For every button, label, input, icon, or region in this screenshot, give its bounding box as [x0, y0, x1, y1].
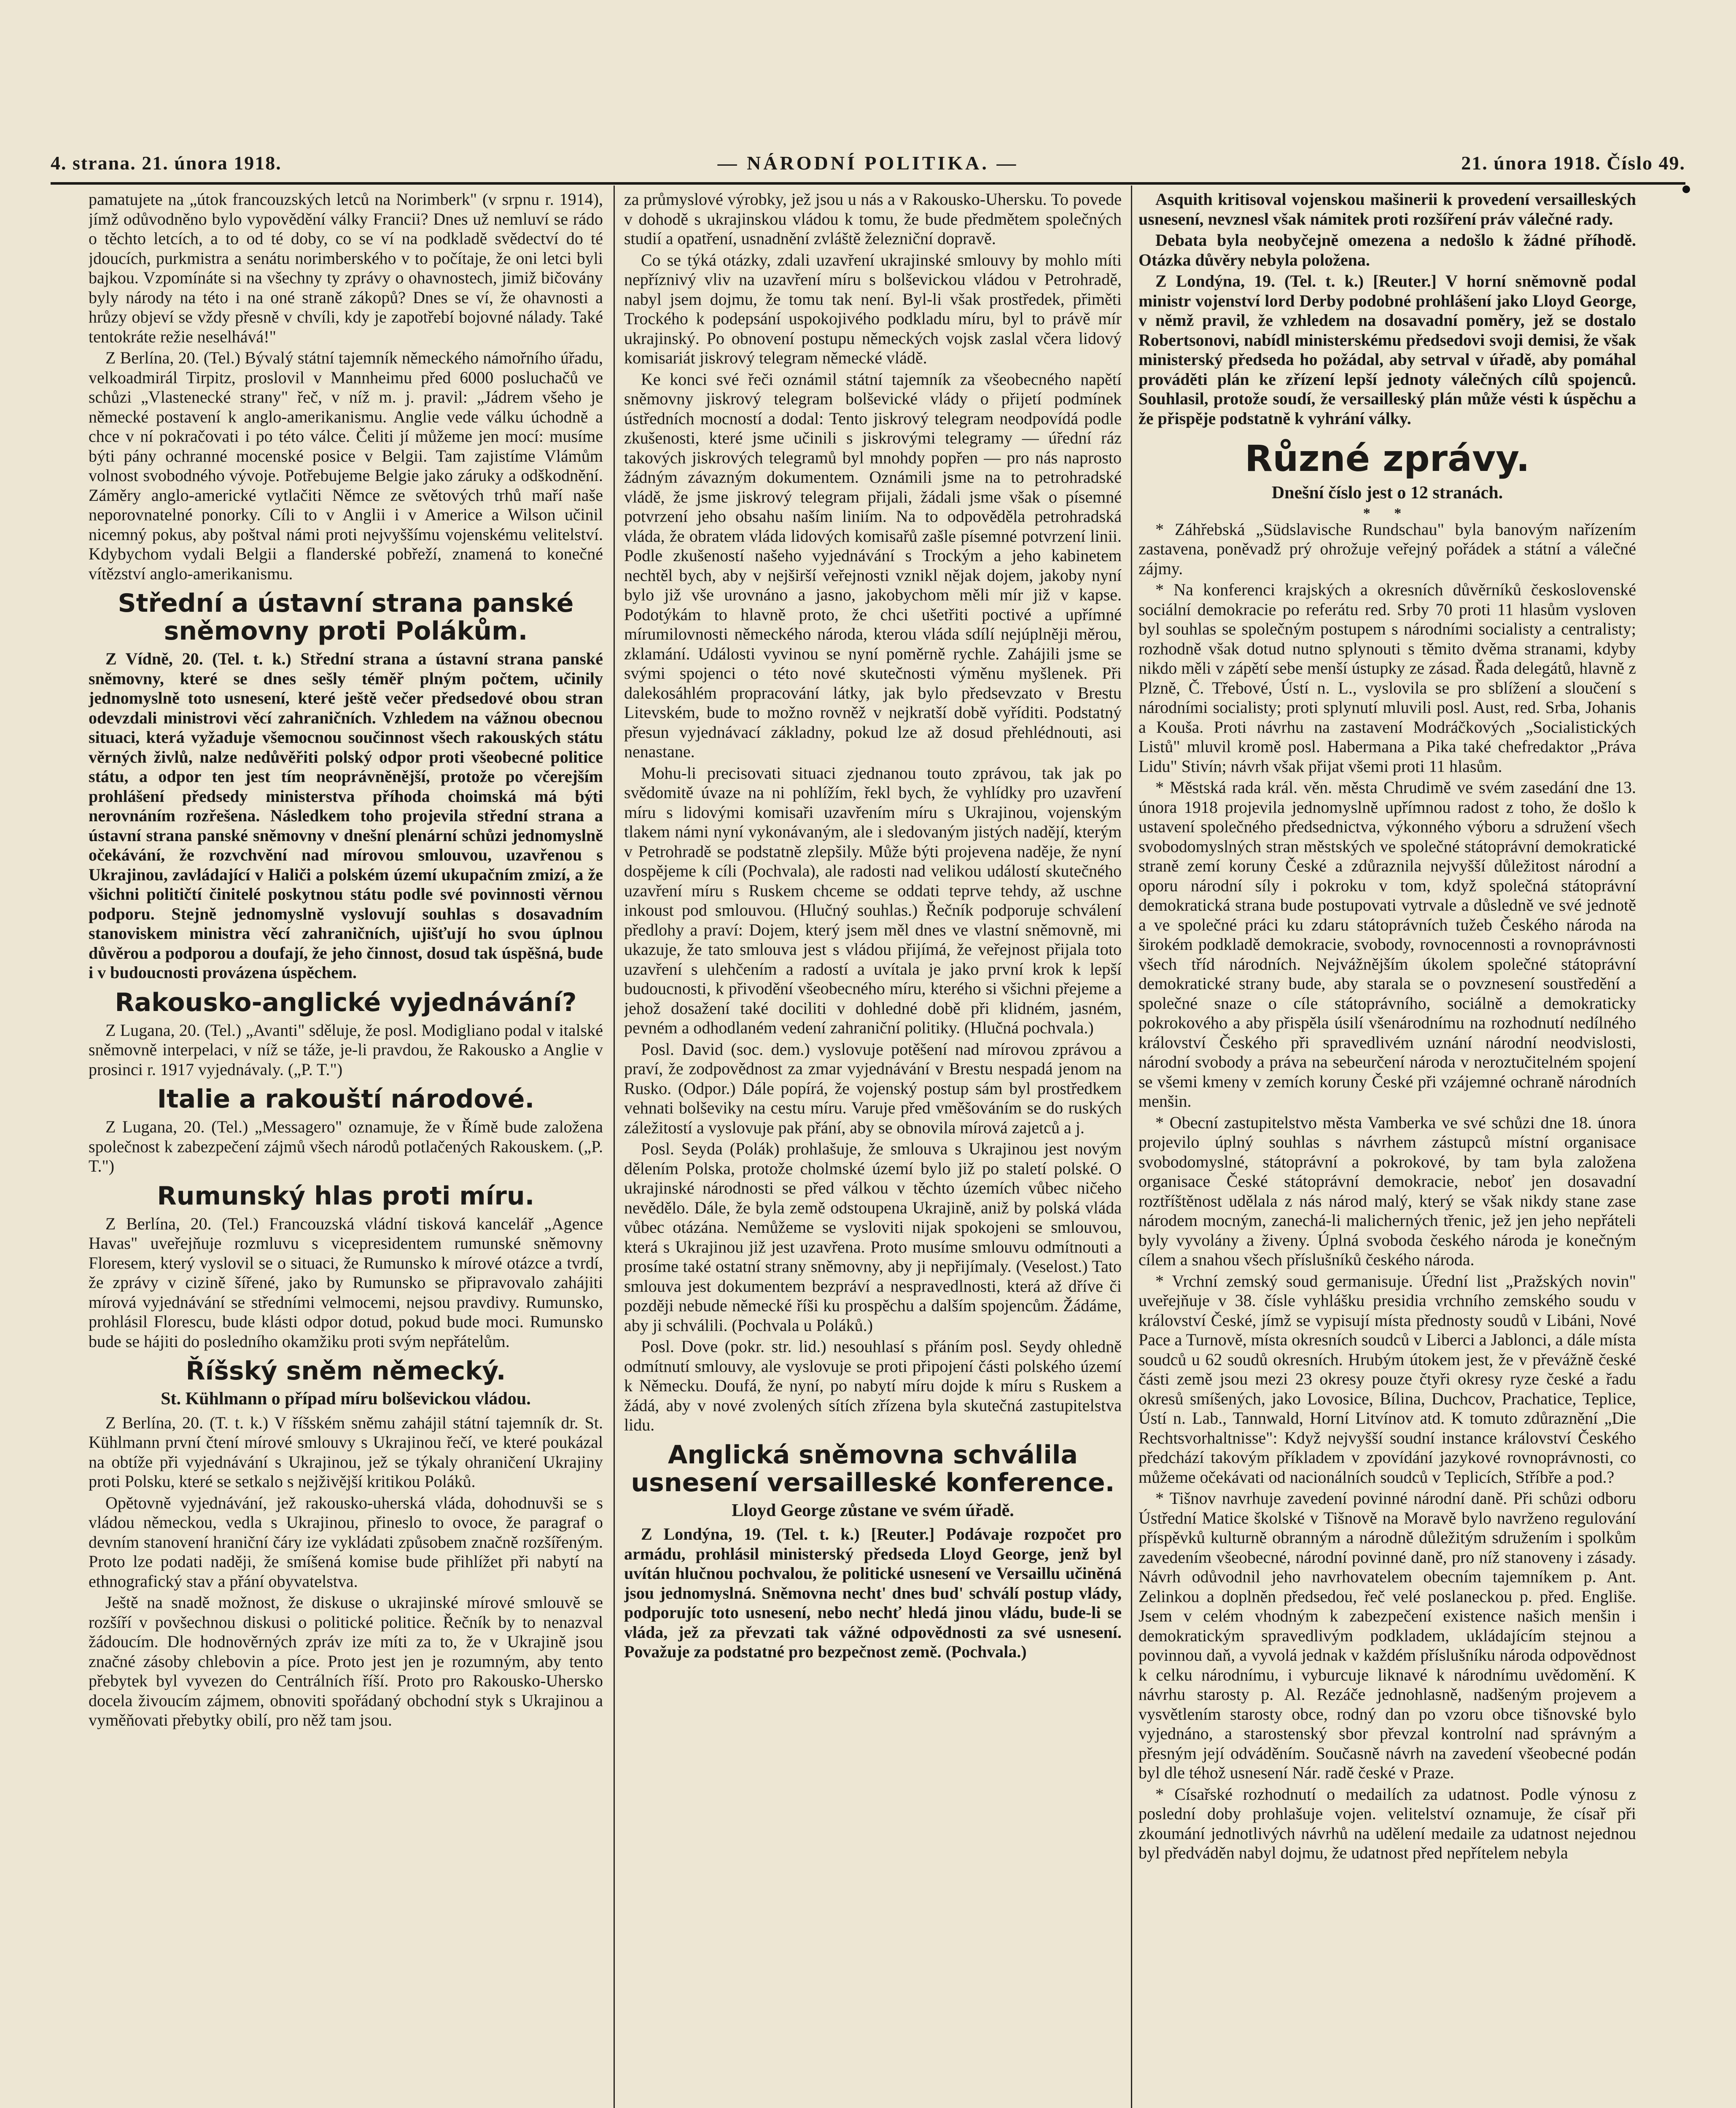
article-text: Ještě na snadě možnost, že diskuse o ukrajinské mírové smlouvě se rozšíří v povšechnou diskusi o politické politice. Řečník by to nenazval žádoucím. Dle hodnověrných zpráv ize míti za to, že v Ukrajině jsou značné zásoby chlebovin a píce. Proto jest jen je rozumným, aby tento přebytek byl vyvezen do Centrálních říší. Proto pro Rakousko-Uhersko docela živoucím zájmem, obnoviti spořádaný obchodní styk s Ukrajinou a vyměňovati přebytky obilí, pro něž tam jsou.: [89, 1593, 603, 1729]
article-text: Opětovně vyjednávání, jež rakousko-uherská vláda, dohodnuvši se s vládou německou, vedla s Ukrajinou, přineslo to ovoce, že paragraf o devním stanovení hraniční čáry ize vykládati způsobem značně rozšířeným. Proto lze podati naději, že smíšená komise bude přihlížet při nabytí na ethnografický stav a přání obyvatelstva.: [89, 1493, 603, 1591]
article-text: Ke konci své řeči oznámil státní tajemník za všeobecného napětí sněmovny jiskrový telegram bolševické vlády o přijetí podmínek ústředních mocností a dodal: Tento jiskrový telegram neodpovídá podle zkušenosti, které jsme učinili s jiskrovými telegramy — úřední ráz takových jiskrových telegramů byl mnohdy popřen — pro nás naprosto žádným závazným dokumentem. Oznámili jsme na to petrohradské vládě, že jsme jiskrový telegram přijali, žádali jsme však o písemné potvrzení jeho obsahu naším liniím. Na to odpověděla petrohradská vláda, že obratem vláda lidových komisařů zašle písemné potvrzení linii. Podle zkušeností našeho vyjednávání s Trockým a jeho kabinetem nechtěl bych, aby v nejširší veřejnosti vznikl nějak dojem, jakoby nyní bylo již vše urovnáno a jasno, jakobychom měli mír již v kapse. Podotýkám to hlavně proto, že chci ušetřiti poctivé a upřímné mírumilovnosti německého národa, kterou vláda sdílí nejúplněji měrou, zklamání. Události vyvinou se nyní poměrně rychle. Zahájili jsme se svými spojenci o této nové skutečnosti výměnu myšlenek. Při dalekosáhlém propracování látky, jak bylo předsevzato v Brestu Litevském, bude to možno rovněž v nejkratší době vyříditi. Podstatný přesun vyjednávací základny, pokud lze až dosud přehlédnouti, asi nenastane.: [624, 369, 1122, 761]
headline: Střední a ústavní strana panské sněmovny proti Polákům.: [118, 589, 574, 646]
subheadline: St. Kühlmann o případ míru bolševickou vládou.: [161, 1389, 531, 1409]
masthead-title: — NÁRODNÍ POLITIKA. —: [717, 152, 1019, 174]
headline: Rakousko-anglické vyjednávání?: [115, 987, 577, 1017]
headline: Italie a rakouští národové.: [157, 1084, 535, 1114]
column-2: [624, 190, 1122, 2108]
article-text: Z Londýna, 19. (Tel. t. k.) [Reuter.] V horní sněmovně podal ministr vojenství lord Derby podobné prohlášení jako Lloyd George, v němž pravil, že vzhledem na dosavadní poměry, jež se dostalo Robertsonovi, nabídl ministerskému předsedovi svoji demisi, že však ministerský předseda ho požádal, aby setrval v úřadě, aby pomáhal prováděti plán ke zřízení lepší jednoty válečných cílů spojenců. Souhlasil, protože soudí, že versailleský plán může vésti k úspěchu a že přispěje podstatně k vyhrání války.: [1138, 272, 1636, 428]
separator-stars: * *: [1363, 505, 1412, 521]
header-rule: [51, 182, 1685, 185]
article-text: Co se týká otázky, zdali uzavření ukrajinské smlouvy by mohlo míti nepříznivý vliv na uzavření míru s bolševickou vládou v Petrohradě, nabyl jsem dojmu, že tomu tak není. Byl-li však prostředek, přiměti Trockého k podepsání uspokojivého podkladu míru, byl to právě mír ukrajinský. Po obnovení postupu německých vojsk zaslal včera lidový komisariát jiskrový telegram německé vládě.: [624, 250, 1122, 367]
article-text: Mohu-li precisovati situaci zjednanou touto zprávou, tak jak po svědomitě úvaze na ni pohlížím, řekl bych, že vyhlídky pro uzavření míru s lidovými komisaři uzavřením míru s Ukrajinou, vojenským tlakem námi nyní vykonávaným, ale i sledovaným jistých nadějí, kterým v Petrohradě se podstatně zlepšily. Může býti projevena naděje, že nyní dospějeme k cíli (Pochvala), ale radosti nad velikou událostí skutečného uzavření míru s Ruskem chceme se oddati teprve tehdy, až uschne inkoust pod smlouvou. (Hlučný souhlas.) Řečník podporuje schválení předlohy a praví: Dojem, který jsem měl dnes ve vlastní sněmovně, mi ukazuje, že tato smlouva jest s vládou přijímá, že veřejnost přijala toto uzavření s ulehčením a radostí a uvítala je jako první krok k lepší budoucnosti, k přivodění všeobecného míru, kterého si všichni přejeme a jehož dosažení také dociliti v dohledné době při klidném, jasném, pevném a odhodlaném vedení zahraniční politiky. (Hlučná pochvala.): [624, 763, 1122, 1037]
news-item: * Vrchní zemský soud germanisuje. Úřední list „Pražských novin" uveřejňuje v 38. čísle vyhlášku presidia vrchního zemského soudu v království České, jímž se vypisují místa přednosty soudů v Libáni, Nové Pace a Turnově, místa okresních soudců v Liberci a Jablonci, a dále místa soudců u 62 soudů okresních. Hrubým útokem jest, že v převážně české části země jsou mezi 23 okresy pouze čtyři okresy ryze české a řadu okresů smíšených, jako Lovosice, Bílina, Duchcov, Prachatice, Teplice, Ústí n. Lab., Tannwald, Horní Litvínov atd. K tomuto zdůraznění „Die Rechtsvorhaltnisse": Když nejvyšší soudní instance království Českého předchází takovým příkladem v zpovídání jazykové rovnoprávnosti, co můžeme očekávati od nacionálních soudců v Teplicích, Stříbře a pod.?: [1138, 1271, 1636, 1487]
article-text: za průmyslové výrobky, jež jsou u nás a v Rakousko-Uhersku. To povede v dohodě s ukrajinskou vládou k tomu, že bude předmětem společných studií a opatření, usnadnění zvláště železniční dopravě.: [624, 190, 1122, 248]
article-text: Z Lugana, 20. (Tel.) „Messagero" oznamuje, že v Římě bude založena společnost k zabezpečení zájmů všech národů potlačených Rakouskem. („P. T."): [89, 1117, 603, 1175]
news-item: * Městská rada král. věn. města Chrudimě ve svém zasedání dne 13. února 1918 projevila jednomyslně upřímnou radost z toho, že došlo k ustavení společného předsednictva, výkonného výboru a sdružení všech svobodomyslných stran městských ve společné státoprávní demokratické straně zemí koruny České a zdůraznila nejvyšší důležitost národní a oporu národní síly i pokroku v tom, když společná státoprávní demokratická strana bude postupovati vytrvale a důsledně ve své jednotě a ve společné práci ku zdaru státoprávních tužeb Českého národa na širokém podkladě demokracie, svobody, rovnocennosti a rovnoprávnosti všech tříd národních. Nejvážnějším úkolem společné státoprávní demokratické strany bude, aby starala se o povznesení soustředění a společné snaze o cíle státoprávního, sociálně a demokraticky pokrokového a aby přispěla úsilí všenárodnímu na rozhodnutí nedílného království Českého při spravedlivém uznání národní neodvislosti, národní svobody a práva na sebeurčení národa v neroztučitelném spojení se všemi kmeny v zemích koruny České při vzájemné ochraně národních menšin.: [1138, 778, 1636, 1110]
column-1: [89, 190, 603, 2108]
article-text: Z Vídně, 20. (Tel. t. k.) Střední strana a ústavní strana panské sněmovny, které se dnes sešly téměř plným počtem, učinily jednomyslně toto usnesení, které ještě večer předsedové obou stran odevzdali ministrovi věcí zahraničních. Vzhledem na vážnou obecnou situaci, která vyžaduje všemocnou součinnost všech rakouských státu věrných živlů, nalze nedůvěřiti polský odpor proti všeobecné politice státu, a odpor ten jest tím neoprávněnější, protože po včerejším prohlášení předsedy ministerstva příhoda choimská má býti nerovnáním rozřešena. Následkem toho projevila střední strana a ústavní strana panské sněmovny v dnešní plenární schůzi jednomyslně očekávání, že rozvchvění nad mírovou smlouvou, uzavřenou s Ukrajinou, zavládající v Haliči a polském území ukupačním zmizí, a že všichni političtí činitelé poskytnou státu podle své povinnosti věrnou podporu. Stejně jednomyslně vyslovují souhlas s dosavadním stanoviskem ministra věcí zahraničních, ujišťují ho svou úplnou důvěrou a podporou a doufají, že jeho činnost, dosud tak úspěšná, bude i v budoucnosti provázena úspěchem.: [89, 649, 603, 982]
section-title: Různé zprávy.: [1245, 438, 1530, 480]
news-item: * Záhřebská „Südslavische Rundschau" byla banovým nařízením zastavena, poněvadž prý ohrožuje veřejný pořádek a státní a válečné zájmy.: [1138, 519, 1636, 578]
news-item: * Obecní zastupitelstvo města Vamberka ve své schůzi dne 18. února projevilo úplný souhlas s návrhem zástupců místní organisace svobodomyslné, státoprávní a pokrokové, by tam byla založena organisace České státoprávní demokracie, neboť jen dosavadní roztříštěnost udělala z nás národ malý, který se však nikdy stane zase národem mocným, zanechá-li malicherných třenic, jež jen jeho nepřáteli byly vyvolány a živeny. Úplná svoboda českého národa je konečným cílem a snahou všech příslušníků českého národa.: [1138, 1113, 1636, 1269]
article-text: Z Lugana, 20. (Tel.) „Avanti" sděluje, že posl. Modigliano podal v italské sněmovně interpelaci, v níž se táže, je-li pravdou, že Rakousko a Anglie v prosinci r. 1917 vyjednávaly. („P. T."): [89, 1020, 603, 1079]
article-text: pamatujete na „útok francouzských letců na Norimberk" (v srpnu r. 1914), jímž odůvodněno bylo vypovědění války Francii? Dnes už nemluví se rádo o těchto letcích, a to od té doby, co se ví na podkladě svědectví do té jdoucích, purkmistra a senátu norimberského v to počítaje, že oni letci byli bajkou. Vzpomínáte si na všechny ty zprávy o ohavnostech, jimiž bičovány byly národy na této i na oné straně zákopů? Dnes se ví, že ohavnosti a hrůzy objeví se vždy přesně v chvíli, kdy je zapotřebí bojovné nálady. Také tentokráte režie neselhává!": [89, 190, 603, 346]
headline: Rumunský hlas proti míru.: [157, 1181, 535, 1211]
article-text: Z Berlína, 20. (T. t. k.) V říšském sněmu zahájil státní tajemník dr. St. Kühlmann první čtení mírové smlouvy s Ukrajinou řečí, ve které poukázal na obtíže při vyjednávání s Ukrajinou, jež se týkaly ohraničení Ukrajiny proti Polsku, které se setkalo s nejživější kritikou Poláků.: [89, 1413, 603, 1491]
article-text: Z Londýna, 19. (Tel. t. k.) [Reuter.] Podávaje rozpočet pro armádu, prohlásil ministerský předseda Lloyd George, jenž byl uvítán hlučnou pochvalou, že politické usnesení ve Versaillu učiněná jsou jednomyslná. Sněmovna necht' dnes bud' schválí postup vlády, podporujíc toto usnesení, nebo nechť hledá jinou vládu, bude-li se vláda, jež za převzati tak vážné odpovědnosti za své usnesení. Považuje za podstatné pro bezpečnost země. (Pochvala.): [624, 1525, 1122, 1661]
news-item: * Císařské rozhodnutí o medailích za udatnost. Podle výnosu z poslední doby prohlašuje vojen. velitelství oznamuje, že císař při zkoumání jednotlivých návrhů na udělení medaile za udatnost nejednou byl předváděn nabyl dojmu, že udatnost před nepřítelem nebyla: [1138, 1784, 1636, 1862]
news-item: * Na konferenci krajských a okresních důvěrníků československé sociální demokracie po referátu red. Srby 70 proti 11 hlasům vysloven byl souhlas se společným postupem s národními socialisty a centralisty; rozhodně však dotud nutno splynouti s těmito dvěma stranami, kdyby nikdo měli v zápětí sebe menší ústupky ze zásad. Řada delegátů, hlavně z Plzně, Č. Třebové, Ústí n. L., vyslovila se pro sblížení a sloučení s národními socialisty; proti splynutí mluvili posl. Aust, red. Srba, Johanis a Kouša. Proti návrhu na zastavení Modráčkových „Socialistických Listů" mluvil kromě posl. Habermana a Pika také chefredaktor „Práva Lidu" Stivín; návrh však přijat všemi proti 11 hlasům.: [1138, 580, 1636, 776]
header-left: 4. strana. 21. února 1918.: [51, 152, 282, 174]
article-text: Posl. Dove (pokr. str. lid.) nesouhlasí s přáním posl. Seydy ohledně odmítnutí smlouvy, ale vyslovuje se proti připojení části polského území k Německu. Doufá, že nyní, po nabytí míru dojde k míru s Ruskem a žádá, aby v nové zvolených sítích zřízena byla skutečná zastupitelstva lidu.: [624, 1337, 1122, 1434]
column-divider: [614, 186, 615, 2108]
subheadline: Lloyd George zůstane ve svém úřadě.: [732, 1500, 1014, 1520]
headline: Anglická sněmovna schválila usnesení versailleské konference.: [631, 1440, 1115, 1498]
column-divider: [1131, 186, 1132, 2108]
article-text: Z Berlína, 20. (Tel.) Bývalý státní tajemník německého námořního úřadu, velkoadmirál Tirpitz, proslovil v Mannheimu před 6000 posluchačů ve schůzi „Vlastenecké strany" řeč, v níž m. j. pravil: „Jádrem všeho je německé postavení k anglo-amerikanismu. Anglie vede válku úchodně a chce v ní pokračovati i po této válce. Čeliti jí můžeme jen mocí: musíme býti pány ochranné mocenské posice v Belgii. Tam zajistíme Vlámům volnost svobodného vývoje. Potřebujeme Belgie jako záruky a odškodnění. Záměry anglo-americké vytlačiti Němce ze světových trhů maří naše neporovnatelné ponorky. Cíli to v Anglii i v Americe a Wilson učinil nicemný pokus, aby poštval námi proti nejvyššímu vojenskému velitelství. Kdybychom vydali Belgii a flanderské pobřeží, znamená to konečné vítězství anglo-amerikanismu.: [89, 348, 603, 583]
header-right: 21. února 1918. Číslo 49.: [1461, 152, 1685, 174]
page-header: [51, 152, 1685, 181]
column-3: [1138, 190, 1636, 2108]
binding-hole: [1682, 186, 1690, 193]
headline: Říšský sněm německý.: [186, 1356, 506, 1386]
article-text: Asquith kritisoval vojenskou mašinerii k provedení versailleských usnesení, nevznesl však námitek proti rozšíření práv válečné rady.: [1138, 190, 1636, 229]
article-text: Posl. Seyda (Polák) prohlašuje, že smlouva s Ukrajinou jest novým dělením Polska, protože cholmské území bylo již po staletí polské. O ukrajinské národnosti se před válkou v těchto územích vůbec ničeho nevědělo. Dále, že byla země odstoupena Ukrajině, aniž by polská vláda vůbec otázána. Nemůžeme se vysloviti nijak spokojeni se smlouvou, která s Ukrajinou již jest uzavřena. Proto musíme smlouvu odmítnouti a prosíme také ostatní strany sněmovny, aby ji nepřijímaly. (Veselost.) Tato smlouva jest dokumentem bezpráví a nespravedlnosti, která až dříve či později nebude německé říši ku prospěchu a dalším spojencům. Žádáme, aby ji schválili. (Pochvala u Poláků.): [624, 1139, 1122, 1335]
article-text: Debata byla neobyčejně omezena a nedošlo k žádné příhodě. Otázka důvěry nebyla položena.: [1138, 231, 1636, 269]
article-text: Z Berlína, 20. (Tel.) Francouzská vládní tisková kancelář „Agence Havas" uveřejňuje rozmluvu s vicepresidentem rumunské sněmovny Floresem, který vyslovil se o situaci, že Rumunsko k mírové otázce a tvrdí, že zprávy v cizině šířené, jako by Rumunsko se připravovalo zahájiti mírová vyjednávání se středními velmocemi, nejsou pravdivy. Rumunsko, prohlásil Florescu, bude klásti odpor dotud, pokud bude moci. Rumunsko bude se hájiti do posledního okamžiku proti svým nepřátelům.: [89, 1214, 603, 1351]
article-text: Posl. David (soc. dem.) vyslovuje potěšení nad mírovou zprávou a praví, že zodpovědnost za zmar vyjednávání v Brestu nespadá jenom na Rusko. (Odpor.) Dále popírá, že vojenský postup sám byl prostředkem vehnati bolševiky na cestu míru. Varuje před vměšováním se do ruských záležitostí a vyslovuje pak přání, aby se obnovila mírová zajetců a j.: [624, 1039, 1122, 1137]
news-item: * Tišnov navrhuje zavedení povinné národní daně. Při schůzi odboru Ústřední Matice školské v Tišnově na Moravě bylo navrženo regulování příspěvků kulturně obranným a národně důležitým sdružením i spolkům zavedením všeobecné, národní povinné daně, pro níž stanoveny i zásady. Návrh odůvodnil jeho navrhovatelem obecním tajemníkem p. Ant. Zelinkou a doplněn předsedou, řeč velé poslaneckou p. před. Engliše. Jsem v celém vhodným k zabezpečení existence našich menšin i demokratickým spravedlivým podkladem, ukládajícím stejnou a povinnou daň, a vyvolá jednak v každém příslušníku národa odpovědnost k celku národnímu, i vyburcuje liknavé k národnímu uvědomění. K návrhu starosty p. Al. Rezáče jednohlasně, nadšeným projevem a vysvětlením starosty obce, rodný dan po vzoru obce tišnovské bylo vyjednáno, a starostenský sbor převzal kontrolní nad správným a přesným její odváděním. Současně návrh na zavedení všeobecné podán byl dle téhož usnesení Nár. radě české v Praze.: [1138, 1489, 1636, 1782]
subheadline: Dnešní číslo jest o 12 stranách.: [1271, 483, 1503, 503]
